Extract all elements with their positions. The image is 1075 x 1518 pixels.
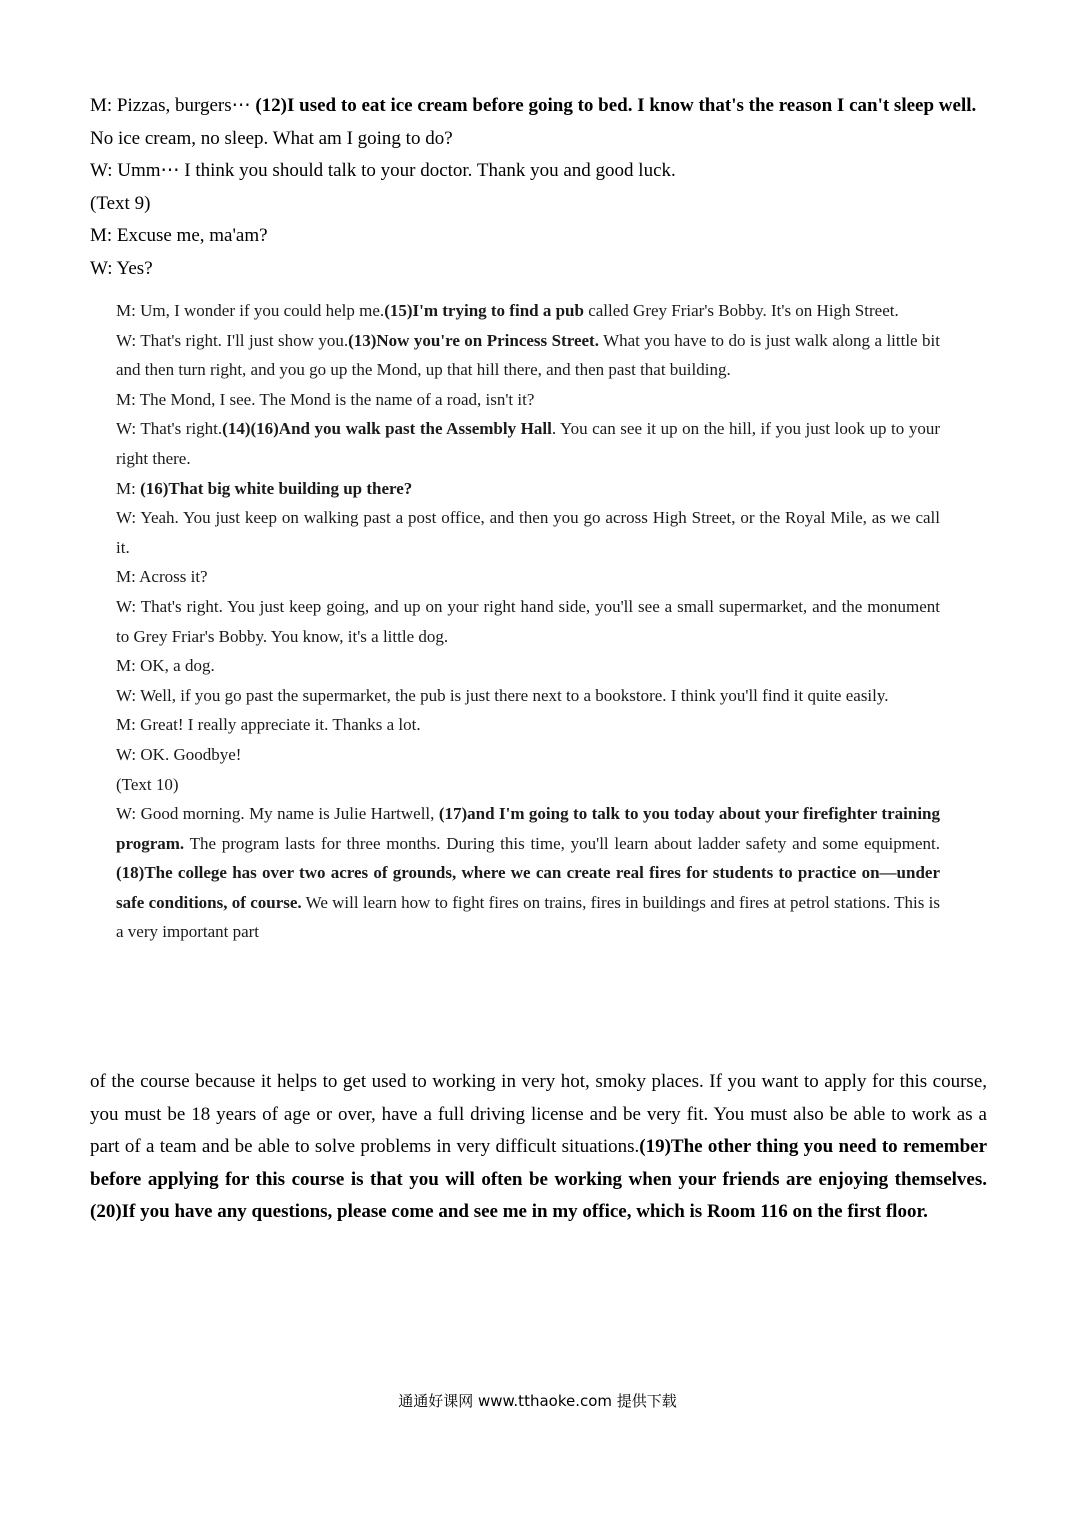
answer-18: (18)The college has over two acres of grounds, where we can create real fires for students to practice on—under safe conditions, of course. (116, 863, 940, 912)
line-text: of the course because it helps to get used to working in very hot, smoky places. If you want to apply for this course, you must be 18 years of age or over, have a full driving license and be very fit. You must also be able to work as a part of a team and be able to solve problems in very difficult situations. (90, 1071, 987, 1157)
answer-13: (13)Now you're on Princess Street. (348, 330, 599, 350)
inset-line-12: W: OK. Goodbye! (116, 744, 242, 764)
line-m-pizzas (90, 90, 987, 155)
upper-transcript (90, 90, 987, 285)
line-w-umm: W: Umm⋯ I think you should talk to your doctor. Thank you and good luck. (90, 160, 676, 181)
text-9-heading: (Text 9) (90, 192, 151, 214)
inset-line-5 (116, 474, 940, 504)
answer-15: (15)I'm trying to find a pub (384, 301, 584, 320)
line-text: called Grey Friar's Bobby. It's on High Street. (583, 301, 899, 320)
answer-16: (16)That big white building up there? (140, 478, 413, 498)
inset-transcript-image (116, 296, 940, 947)
line-text: No ice cream, no sleep. What am I going to do? (90, 127, 453, 149)
line-text: W: That's right. I'll just show you. (116, 330, 349, 350)
inset-line-8: W: That's right. You just keep going, and up on your right hand side, you'll see a small supermarket, and the monument to Grey Friar's Bobby. You know, it's a little dog. (116, 596, 940, 646)
line-text: . You can see it up on the hill, if you just look up to your right there. (116, 419, 940, 468)
inset-line-10: W: Well, if you go past the supermarket, the pub is just there next to a bookstore. I think you'll find it quite easily. (116, 685, 889, 705)
inset-line-6: W: Yeah. You just keep on walking past a post office, and then you go across High Street, or the Royal Mile, as we call it. (116, 508, 940, 557)
line-text: We will learn how to fight fires on trains, fires in buildings and fires at petrol stations. This is a very important part (116, 892, 941, 942)
text-10-heading: (Text 10) (116, 774, 179, 794)
inset-line-3: M: The Mond, I see. The Mond is the name of a road, isn't it? (116, 389, 535, 409)
answer-14-16: (14)(16)And you walk past the Assembly Hall (222, 419, 552, 439)
course-paragraph (90, 1066, 987, 1229)
line-text: What you have to do is just walk along a little bit and then turn right, and you go up the Mond, up that hill there, and then past that building. (116, 330, 940, 380)
inset-line-7: M: Across it? (116, 567, 208, 587)
inset-line-14 (116, 799, 940, 947)
inset-line-11: M: Great! I really appreciate it. Thanks a lot. (116, 715, 421, 735)
line-m-excuse: M: Excuse me, ma'am? (90, 225, 268, 246)
line-text: M: Um, I wonder if you could help me. (116, 301, 385, 320)
line-text: M: (116, 478, 141, 498)
line-text: M: Pizzas, burgers⋯ (90, 95, 256, 116)
line-text: W: That's right. (116, 419, 223, 439)
line-text: The program lasts for three months. During this time, you'll learn about ladder safety and some equipment. (184, 833, 940, 853)
answer-17: (17)and I'm going to talk to you today about your firefighter training program. (116, 804, 940, 853)
inset-line-4 (116, 414, 940, 473)
lower-transcript (90, 1066, 987, 1229)
page-footer: 通通好课网 www.tthaoke.com 提供下载 (398, 1392, 677, 1410)
line-w-yes: W: Yes? (90, 257, 153, 279)
answer-12: (12)I used to eat ice cream before going to bed. I know that's the reason I can't sleep well. (255, 95, 977, 116)
line-text: W: Good morning. My name is Julie Hartwell, (116, 804, 439, 824)
inset-line-9: M: OK, a dog. (116, 656, 215, 676)
inset-line-1 (116, 296, 940, 326)
answer-19-20: (19)The other thing you need to remember before applying for this course is that you will often be working when your friends are enjoying themselves.(20)If you have any questions, please come and see me in my office, which is Room 116 on the first floor. (90, 1136, 988, 1222)
inset-line-2 (116, 326, 940, 385)
